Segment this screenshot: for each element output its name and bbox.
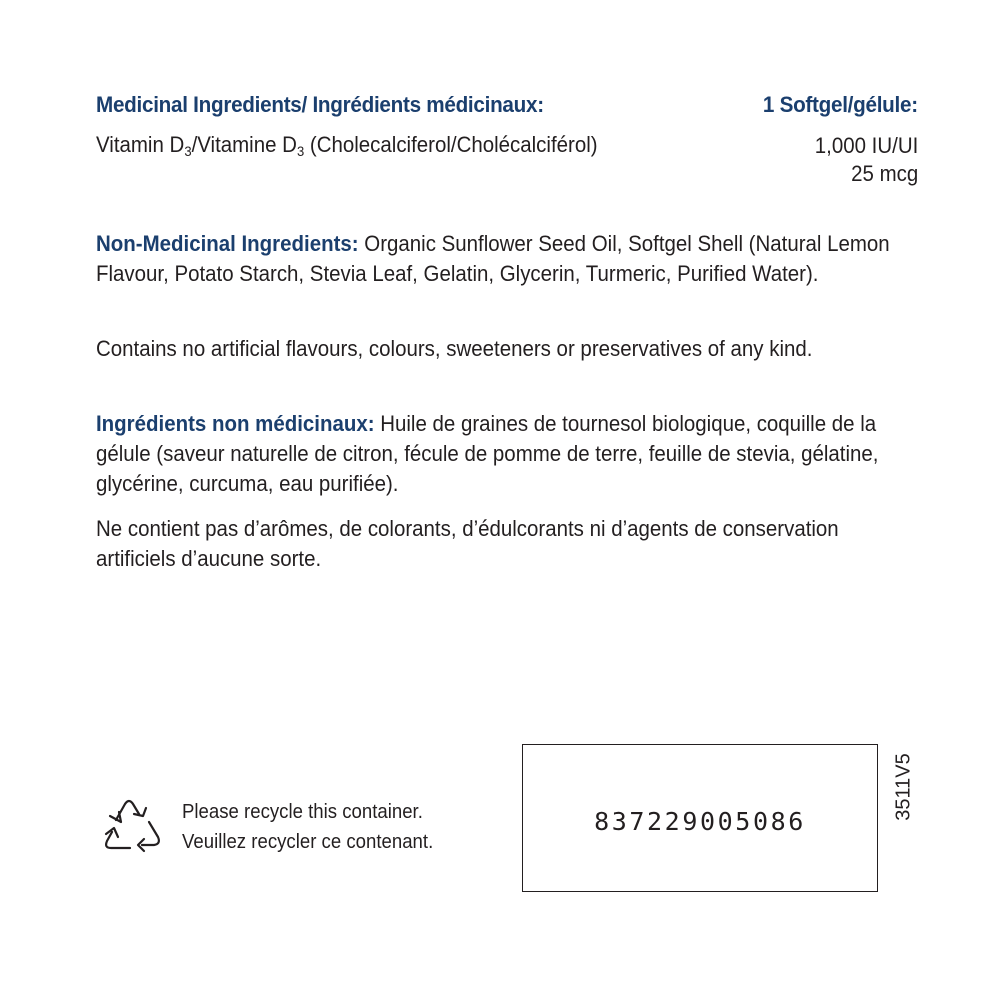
non-medicinal-en bbox=[96, 229, 896, 289]
label-code-text: 3511V5 bbox=[892, 753, 915, 821]
recycle-message-en: Please recycle this container. bbox=[182, 801, 423, 823]
medicinal-header-row bbox=[96, 92, 918, 118]
contains-statement-en: Contains no artificial flavours, colours, sweeteners or preservatives of any kind. bbox=[96, 336, 813, 361]
recycle-icon bbox=[94, 792, 164, 858]
medicinal-ingredients-section bbox=[96, 92, 918, 188]
non-medicinal-fr-text: Huile de graines de tournesol biologique, coquille de la gélule (saveur naturelle de citron, fécule de pomme de terre, feuille de stevia, gélatine, glycérine, curcuma, eau purifiée). bbox=[96, 411, 879, 496]
non-medicinal-fr bbox=[96, 409, 896, 499]
medicinal-header: Medicinal Ingredients/ Ingrédients médicinaux: bbox=[96, 92, 544, 117]
non-medicinal-fr-label: Ingrédients non médicinaux: bbox=[96, 411, 375, 436]
ingredient-dose bbox=[815, 132, 918, 188]
non-medicinal-en-text: Organic Sunflower Seed Oil, Softgel Shell (Natural Lemon Flavour, Potato Starch, Stevia Leaf, Gelatin, Glycerin, Turmeric, Purified Water). bbox=[96, 231, 890, 286]
ingredient-name: Vitamin $D_3$/Vitamine $D_3$ (Cholecalciferol/Cholécalciférol) bbox=[96, 132, 598, 159]
dose-mcg: 25 mcg bbox=[850, 161, 918, 186]
contains-statement-fr: Ne contient pas d’arômes, de colorants, d’édulcorants ni d’agents de conservation artificiels d’aucune sorte. bbox=[96, 516, 839, 571]
dose-iu: 1,000 IU/UI bbox=[814, 133, 918, 158]
non-medicinal-en-label: Non-Medicinal Ingredients: bbox=[96, 231, 359, 256]
serving-header: 1 Softgel/gélule: bbox=[763, 92, 918, 117]
recycle-message-fr: Veuillez recycler ce contenant. bbox=[182, 831, 434, 853]
recycle-message bbox=[182, 797, 433, 857]
label-code bbox=[883, 744, 925, 830]
upc-number: 837229005086 bbox=[594, 807, 806, 836]
ingredient-row bbox=[96, 118, 918, 188]
upc-box bbox=[522, 744, 878, 892]
